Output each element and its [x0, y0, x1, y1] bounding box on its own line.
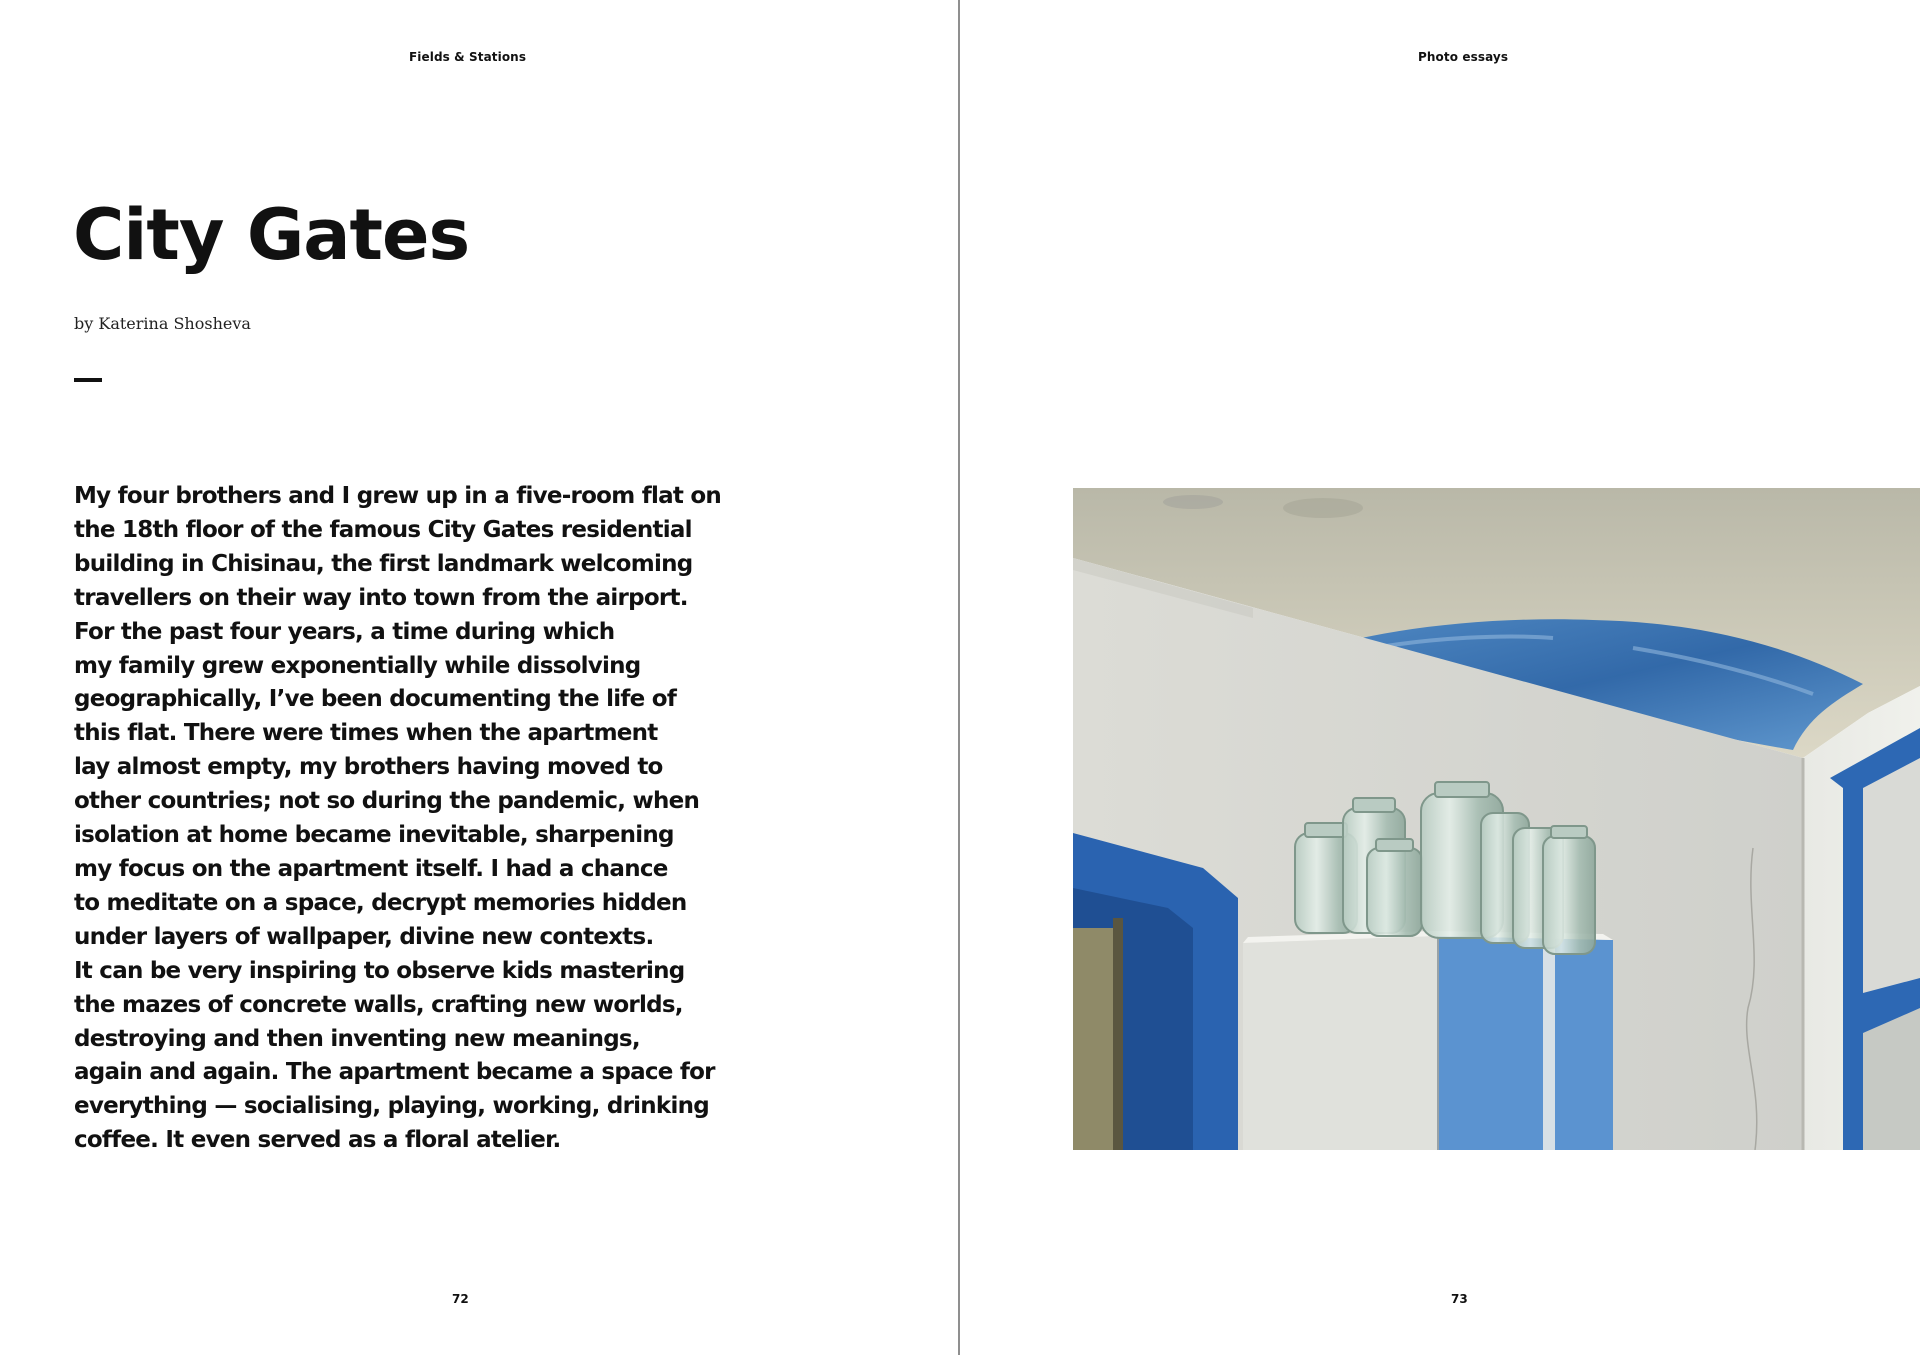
lede-line: geographically, I’ve been documenting the life of: [74, 686, 677, 713]
left-page: [0, 0, 958, 1355]
lede-line: this flat. There were times when the apartment: [74, 720, 658, 747]
lede-line: building in Chisinau, the first landmark welcoming: [74, 550, 693, 577]
lede-paragraph: [74, 480, 721, 1158]
lede-line: to meditate on a space, decrypt memories hidden: [74, 889, 687, 916]
byline: by Katerina Shosheva: [74, 314, 251, 333]
lede-line: destroying and then inventing new meanings,: [74, 1025, 640, 1052]
lede-line: everything — socialising, playing, working, drinking: [74, 1093, 709, 1120]
photo-balcony-jars: [1073, 488, 1920, 1150]
right-page: [961, 0, 1920, 1355]
page-number-right: 73: [1451, 1292, 1468, 1306]
lede-line: the mazes of concrete walls, crafting new worlds,: [74, 991, 683, 1018]
lede-line: lay almost empty, my brothers having moved to: [74, 754, 663, 781]
lede-line: isolation at home became inevitable, sharpening: [74, 822, 674, 849]
lede-line: It can be very inspiring to observe kids mastering: [74, 957, 685, 984]
lede-line: again and again. The apartment became a space for: [74, 1059, 715, 1086]
article-title: City Gates: [73, 194, 470, 276]
lede-line: the 18th floor of the famous City Gates residential: [74, 516, 692, 543]
lede-line: my family grew exponentially while dissolving: [74, 652, 641, 679]
title-rule: [74, 378, 102, 382]
page-number-left: 72: [452, 1292, 469, 1306]
running-head-right: Photo essays: [1418, 50, 1509, 64]
lede-line: under layers of wallpaper, divine new contexts.: [74, 923, 654, 950]
lede-line: my focus on the apartment itself. I had a chance: [74, 855, 668, 882]
lede-line: coffee. It even served as a floral atelier.: [74, 1127, 561, 1154]
lede-line: My four brothers and I grew up in a five-room flat on: [74, 483, 722, 509]
running-head-left: Fields & Stations: [409, 50, 527, 64]
lede-line: travellers on their way into town from the airport.: [74, 584, 688, 611]
spine-gutter: [958, 0, 960, 1355]
lede-line: For the past four years, a time during which: [74, 618, 615, 645]
lede-line: other countries; not so during the pandemic, when: [74, 788, 700, 815]
